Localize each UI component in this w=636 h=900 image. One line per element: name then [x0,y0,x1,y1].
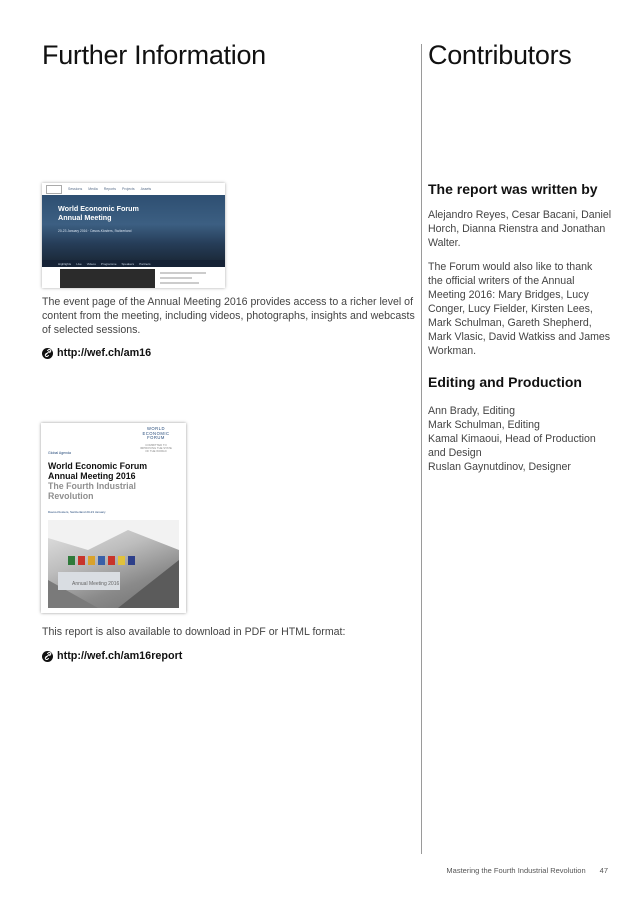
text-line: Walter. [428,237,461,249]
cover-tag: Global Agenda [48,451,71,455]
text-line: Alejandro Reyes, Cesar Bacani, Daniel [428,209,612,221]
text-line: The Forum would also like to thank [428,261,593,273]
text-line: Mark Schulman, Editing [428,419,540,431]
am16report-link-text[interactable]: http://wef.ch/am16report [57,650,183,662]
text-line: Kamal Kimaoui, Head of Production [428,433,596,445]
writers-paragraph [428,208,613,250]
official-writers-paragraph [428,260,613,358]
thumbnail-subnav-item: Live [76,261,82,266]
footer-title: Mastering the Fourth Industrial Revolution [446,866,586,875]
wef-cover-logo [138,427,174,453]
thumbnail-subnav-item: Programme [100,261,117,266]
contributors-heading: Contributors [428,40,572,70]
link-icon [42,348,53,359]
further-information-heading: Further Information [42,40,266,70]
text-line: the official writers of the Annual [428,275,575,287]
report-cover-thumbnail [41,423,186,613]
flag [78,556,85,565]
logo-line: FORUM [147,435,165,441]
annual-meeting-webpage-thumbnail [42,183,225,288]
link-icon [42,651,53,662]
cover-title-line: Annual Meeting 2016 [48,471,136,481]
page-footer [446,866,608,875]
am16-link-text[interactable]: http://wef.ch/am16 [57,347,152,359]
editing-production-list [428,404,613,474]
thumbnail-hero [42,195,225,260]
event-page-description: The event page of the Annual Meeting 2016 provides access to a richer level of content from the meeting, including videos, photographs, insights and webcasts of selected sessions. [42,296,415,336]
am16report-link[interactable] [42,650,182,662]
cover-banner [58,572,120,590]
page-number: 47 [599,866,608,875]
logo-tagline: COMMITTED TO IMPROVING THE STATE OF THE WORLD [140,442,172,454]
text-line: Meeting 2016: Mary Bridges, Lucy [428,289,589,301]
thumbnail-sidebar [160,269,206,288]
thumbnail-nav-item: Sessions [68,187,83,191]
flag [128,556,135,565]
thumbnail-title [58,204,139,222]
text-line: Ruslan Gaynutdinov, Designer [428,461,571,473]
thumbnail-subnav-item: Videos [86,261,96,266]
thumbnail-subnav-item: Partners [139,261,151,266]
thumbnail-subnav [42,260,225,267]
editing-production-heading: Editing and Production [428,374,582,390]
text-line: Mark Schulman, Gareth Shepherd, [428,317,592,329]
text-line: and Design [428,447,482,459]
cover-byline: Davos-Klosters, Switzerland 20-23 January [48,510,106,514]
thumbnail-nav [42,183,225,195]
text-line: Horch, Dianna Rienstra and Jonathan [428,223,606,235]
flag [118,556,125,565]
flag [88,556,95,565]
written-by-heading: The report was written by [428,181,598,197]
cover-subtitle-line: The Fourth Industrial [48,481,136,491]
am16-link[interactable] [42,347,151,359]
cover-title-line: World Economic Forum [48,461,148,471]
flag [98,556,105,565]
thumbnail-nav-item: Assets [140,187,152,191]
text-line: Ann Brady, Editing [428,405,515,417]
logo-line: WORLD [146,426,166,431]
flag [108,556,115,565]
cover-photo [48,520,179,608]
thumbnail-nav-item: Projects [122,187,135,191]
download-description: This report is also available to download in PDF or HTML format: [42,626,346,638]
thumbnail-title-line: World Economic Forum [58,204,139,213]
cover-subtitle-line: Revolution [48,491,94,501]
text-line: Mark Vlasic, David Watkiss and James [428,331,611,343]
cover-subtitle [48,481,136,501]
cover-title [48,461,147,481]
text-line: Conger, Lucy Fielder, Kirsten Lees, [428,303,593,315]
logo-line: ECONOMIC [142,430,170,436]
thumbnail-subnav-item: Speakers [121,261,135,266]
thumbnail-subnav-item: Highlights [58,261,72,266]
thumbnail-nav-item: Reports [103,187,117,191]
thumbnail-title-line: Annual Meeting [58,213,112,222]
thumbnail-dateline: 20-23 January 2016 · Davos-Klosters, Switzerland [58,229,132,233]
column-divider [421,44,422,854]
wef-logo-icon [46,185,62,194]
thumbnail-video-block [60,269,155,288]
flag [68,556,75,565]
cover-banner-text: Annual Meeting 2016 [72,581,120,587]
thumbnail-nav-item: Media [88,187,98,191]
text-line: Workman. [428,345,477,357]
